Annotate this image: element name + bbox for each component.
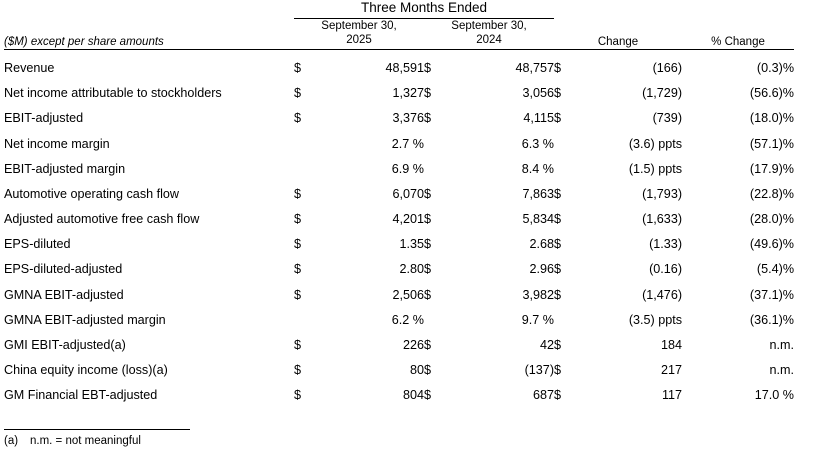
table-row [4,226,794,251]
row-value-period-2: 8.4 % [521,161,555,176]
row-currency-2 [424,125,442,150]
row-value-percent-change: (36.1)% [749,312,795,327]
row-label: China equity income (loss)(a) [4,363,168,378]
row-value-period-2: 4,115 [523,111,555,126]
row-value-period-1: 2,506 [392,287,424,302]
row-currency-2: $ [424,186,432,201]
row-value-period-2: 3,982 [522,287,555,302]
row-value-period-2: (137) [524,363,555,378]
row-value-period-1: 48,591 [385,60,424,75]
row-value-change: 117 [661,388,683,403]
row-currency-3: $ [554,60,562,75]
row-currency-3: $ [554,363,562,378]
table-row [4,201,794,226]
table-row [4,125,794,150]
row-currency-3 [554,125,572,150]
row-currency-2 [424,302,442,327]
row-currency-3: $ [554,186,562,201]
column-header-period-2-line1: September 30, [451,20,527,32]
row-value-period-2: 2.68 [529,237,555,252]
row-label: Adjusted automotive free cash flow [4,212,200,227]
row-currency-1: $ [294,111,302,126]
table-row [4,49,794,75]
column-header-percent-change: % Change [711,35,765,48]
row-value-change: (1,476) [642,287,683,302]
row-value-change: (1,633) [642,212,683,227]
row-value-change: (739) [652,111,683,126]
row-currency-3 [554,302,572,327]
row-value-percent-change: n.m. [769,363,795,378]
row-currency-1 [294,151,312,176]
row-value-percent-change: (28.0)% [749,212,795,227]
table-column-header-row [4,19,794,48]
row-value-percent-change: (18.0)% [749,111,795,126]
row-value-change: 184 [661,338,683,352]
row-currency-1: $ [294,86,302,101]
row-value-period-2: 48,757 [515,60,555,75]
column-header-period-1 [294,19,424,48]
row-value-change: (3.6) ppts [628,136,683,151]
row-currency-1: $ [294,287,302,302]
row-value-period-1: 2.7 % [391,136,424,151]
row-currency-3: $ [554,86,562,101]
row-value-percent-change: (37.1)% [749,287,795,302]
column-header-period-1-line1: September 30, [321,20,397,32]
row-value-change: (166) [652,60,683,75]
table-row [4,276,794,301]
row-value-period-2: 5,834 [522,212,555,227]
row-label: Revenue [4,60,55,75]
row-currency-1: $ [294,388,302,403]
row-label: GMNA EBIT-adjusted [4,287,124,302]
row-value-percent-change: 17.0 % [754,388,795,403]
row-currency-2 [424,151,442,176]
table-row [4,302,794,327]
footnote-area [4,429,364,447]
row-currency-2: $ [424,60,432,75]
row-label: EBIT-adjusted margin [4,161,126,176]
row-value-percent-change: (17.9)% [749,161,795,176]
row-value-period-2: 3,056 [522,86,555,101]
row-value-percent-change: (49.6)% [749,237,795,252]
row-value-percent-change: (5.4)% [756,262,795,277]
row-value-percent-change: n.m. [769,338,795,352]
row-currency-2: $ [424,111,432,126]
table-row [4,327,794,352]
row-value-change: (0.16) [649,262,683,277]
row-currency-1: $ [294,60,302,75]
row-value-period-2: 6.3 % [521,136,555,151]
footnote [4,435,364,447]
row-label: Automotive operating cash flow [4,186,180,201]
row-value-period-1: 1.35 [399,237,424,252]
row-currency-1: $ [294,237,302,252]
row-value-change: 217 [661,363,683,378]
row-currency-2: $ [424,338,432,352]
units-note: ($M) except per share amounts [4,35,164,48]
column-header-change: Change [597,35,639,48]
row-value-percent-change: (57.1)% [749,136,795,151]
spacer-cell-right [554,0,794,19]
footnote-divider [4,429,190,430]
table-row [4,176,794,201]
group-header-three-months-ended [294,0,554,19]
row-value-change: (1.33) [649,237,683,252]
row-currency-1: $ [294,363,302,378]
row-value-period-2: 687 [533,388,555,403]
row-currency-2: $ [424,287,432,302]
table-row [4,100,794,125]
footnote-marker: (a) [4,435,19,447]
row-currency-1 [294,302,312,327]
row-currency-2: $ [424,237,432,252]
row-value-period-1: 804 [402,388,424,403]
column-header-period-2-line2: 2024 [476,34,502,47]
row-currency-2: $ [424,388,432,403]
row-value-percent-change: (56.6)% [749,86,795,101]
table-row [4,377,794,402]
row-value-period-2: 7,863 [522,186,555,201]
row-currency-2: $ [424,212,432,227]
row-value-period-1: 3,376 [392,111,424,126]
row-value-period-1: 6,070 [392,186,424,201]
row-value-period-2: 42 [540,338,555,352]
column-header-period-1-line2: 2025 [346,34,372,47]
financial-summary-table [4,0,794,402]
table-row [4,151,794,176]
row-value-change: (1,729) [642,86,683,101]
row-label: Net income attributable to stockholders [4,86,222,101]
row-label: GMI EBIT-adjusted(a) [4,338,126,352]
group-header-label: Three Months Ended [294,0,554,19]
footnote-text: n.m. = not meaningful [30,435,141,447]
row-label: EPS-diluted-adjusted [4,262,123,277]
row-value-percent-change: (22.8)% [749,186,795,201]
table-group-header-row [4,0,794,19]
row-currency-1: $ [294,262,302,277]
row-currency-3: $ [554,111,562,126]
row-value-period-1: 226 [402,338,424,352]
row-currency-1: $ [294,338,302,352]
row-value-change: (1.5) ppts [628,161,683,176]
row-label: GMNA EBIT-adjusted margin [4,312,166,327]
row-currency-3 [554,151,572,176]
table-row [4,251,794,276]
spacer-cell [4,0,294,19]
row-currency-1 [294,125,312,150]
row-currency-3: $ [554,287,562,302]
row-currency-2: $ [424,86,432,101]
row-currency-3: $ [554,338,562,352]
row-currency-2: $ [424,262,432,277]
row-currency-3: $ [554,212,562,227]
row-currency-1: $ [294,212,302,227]
row-value-period-2: 2.96 [529,262,555,277]
row-value-period-1: 1,327 [392,86,424,101]
row-currency-1: $ [294,186,302,201]
row-currency-3: $ [554,237,562,252]
table-row [4,352,794,377]
row-value-period-1: 6.2 % [391,312,424,327]
row-value-change: (3.5) ppts [628,312,683,327]
row-value-period-1: 2.80 [399,262,424,277]
row-currency-2: $ [424,363,432,378]
column-header-period-2 [424,19,554,48]
row-value-period-2: 9.7 % [521,312,555,327]
row-value-period-1: 80 [409,363,424,378]
row-currency-3: $ [554,388,562,403]
row-value-percent-change: (0.3)% [756,60,795,75]
row-label: EBIT-adjusted [4,111,84,126]
row-value-change: (1,793) [642,186,683,201]
row-label: GM Financial EBT-adjusted [4,388,158,403]
row-value-period-1: 6.9 % [391,161,424,176]
row-value-period-1: 4,201 [392,212,424,227]
row-currency-3: $ [554,262,562,277]
row-label: Net income margin [4,136,110,151]
row-label: EPS-diluted [4,237,71,252]
table-row [4,75,794,100]
